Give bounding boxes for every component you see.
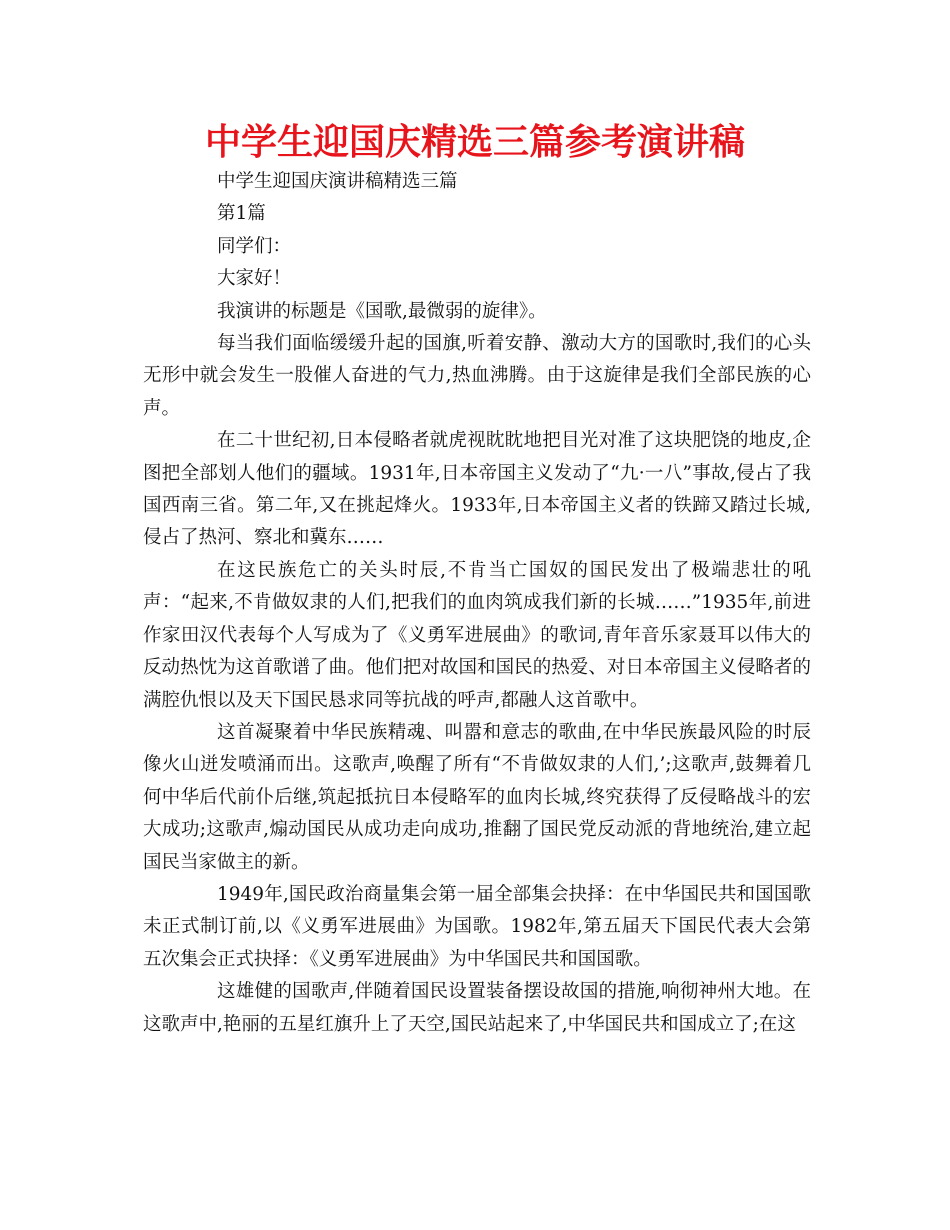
paragraph: 1949年,国民政治商量集会第一届全部集会抉择：在中华国民共和国国歌未正式制订前,以《义勇军进展曲》为国歌。1982年,第五届天下国民代表大会第五次集会正式抉择：《义勇军进展曲》为中华国民共和国国歌。 (143, 883, 811, 970)
paragraph: 每当我们面临缓缓升起的国旗,听着安静、激动大方的国歌时,我们的心头无形中就会发生一股催人奋进的气力,热血沸腾。由于这旋律是我们全部民族的心声。 (143, 333, 811, 419)
paragraph: 这雄健的国歌声,伴随着国民设置装备摆设故国的措施,响彻神州大地。在这歌声中,艳丽的五星红旗升上了天空,国民站起来了,中华国民共和国成立了;在这 (143, 981, 811, 1035)
paragraph-part-number: 第1篇 (217, 203, 266, 225)
document-title: 中学生迎国庆精选三篇参考演讲稿 (204, 122, 745, 163)
document-body (143, 166, 811, 1041)
paragraph: 在这民族危亡的关头时辰,不肯当亡国奴的国民发出了极端悲壮的吼声：“起来,不肯做奴隶的人们,把我们的血肉筑成我们新的长城……”1935年,前进作家田汉代表每个人写成为了《义勇军进展曲》的歌词,青年音乐家聂耳以伟大的反动热忱为这首歌谱了曲。他们把对故国和国民的热爱、对日本帝国主义侵略者的满腔仇恨以及天下国民恳求同等抗战的呼声,都融人这首歌中。 (143, 559, 811, 711)
paragraph: 这首凝聚着中华民族精魂、叫嚣和意志的歌曲,在中华民族最风险的时辰像火山迸发喷涌而出。这歌声,唤醒了所有“不肯做奴隶的人们,’;这歌声,鼓舞着几何中华后代前仆后继,筑起抵抗日本侵略军的血肉长城,终究获得了反侵略战斗的宏大成功;这歌声,煽动国民从成功走向成功,推翻了国民党反动派的背地统治,建立起国民当家做主的新。 (143, 721, 811, 873)
paragraph: 在二十世纪初,日本侵略者就虎视眈眈地把目光对准了这块肥饶的地皮,企图把全部划人他们的疆域。1931年,日本帝国主义发动了“九·一八”事故,侵占了我国西南三省。第二年,又在挑起烽火。1933年,日本帝国主义者的铁蹄又踏过长城,侵占了热河、察北和冀东…… (143, 430, 811, 549)
paragraph-subtitle: 中学生迎国庆演讲稿精选三篇 (217, 171, 458, 192)
paragraph-salutation: 同学们： (217, 235, 292, 257)
paragraph-greeting: 大家好！ (217, 268, 292, 290)
paragraph-topic: 我演讲的标题是《国歌,最微弱的旋律》。 (217, 300, 547, 322)
